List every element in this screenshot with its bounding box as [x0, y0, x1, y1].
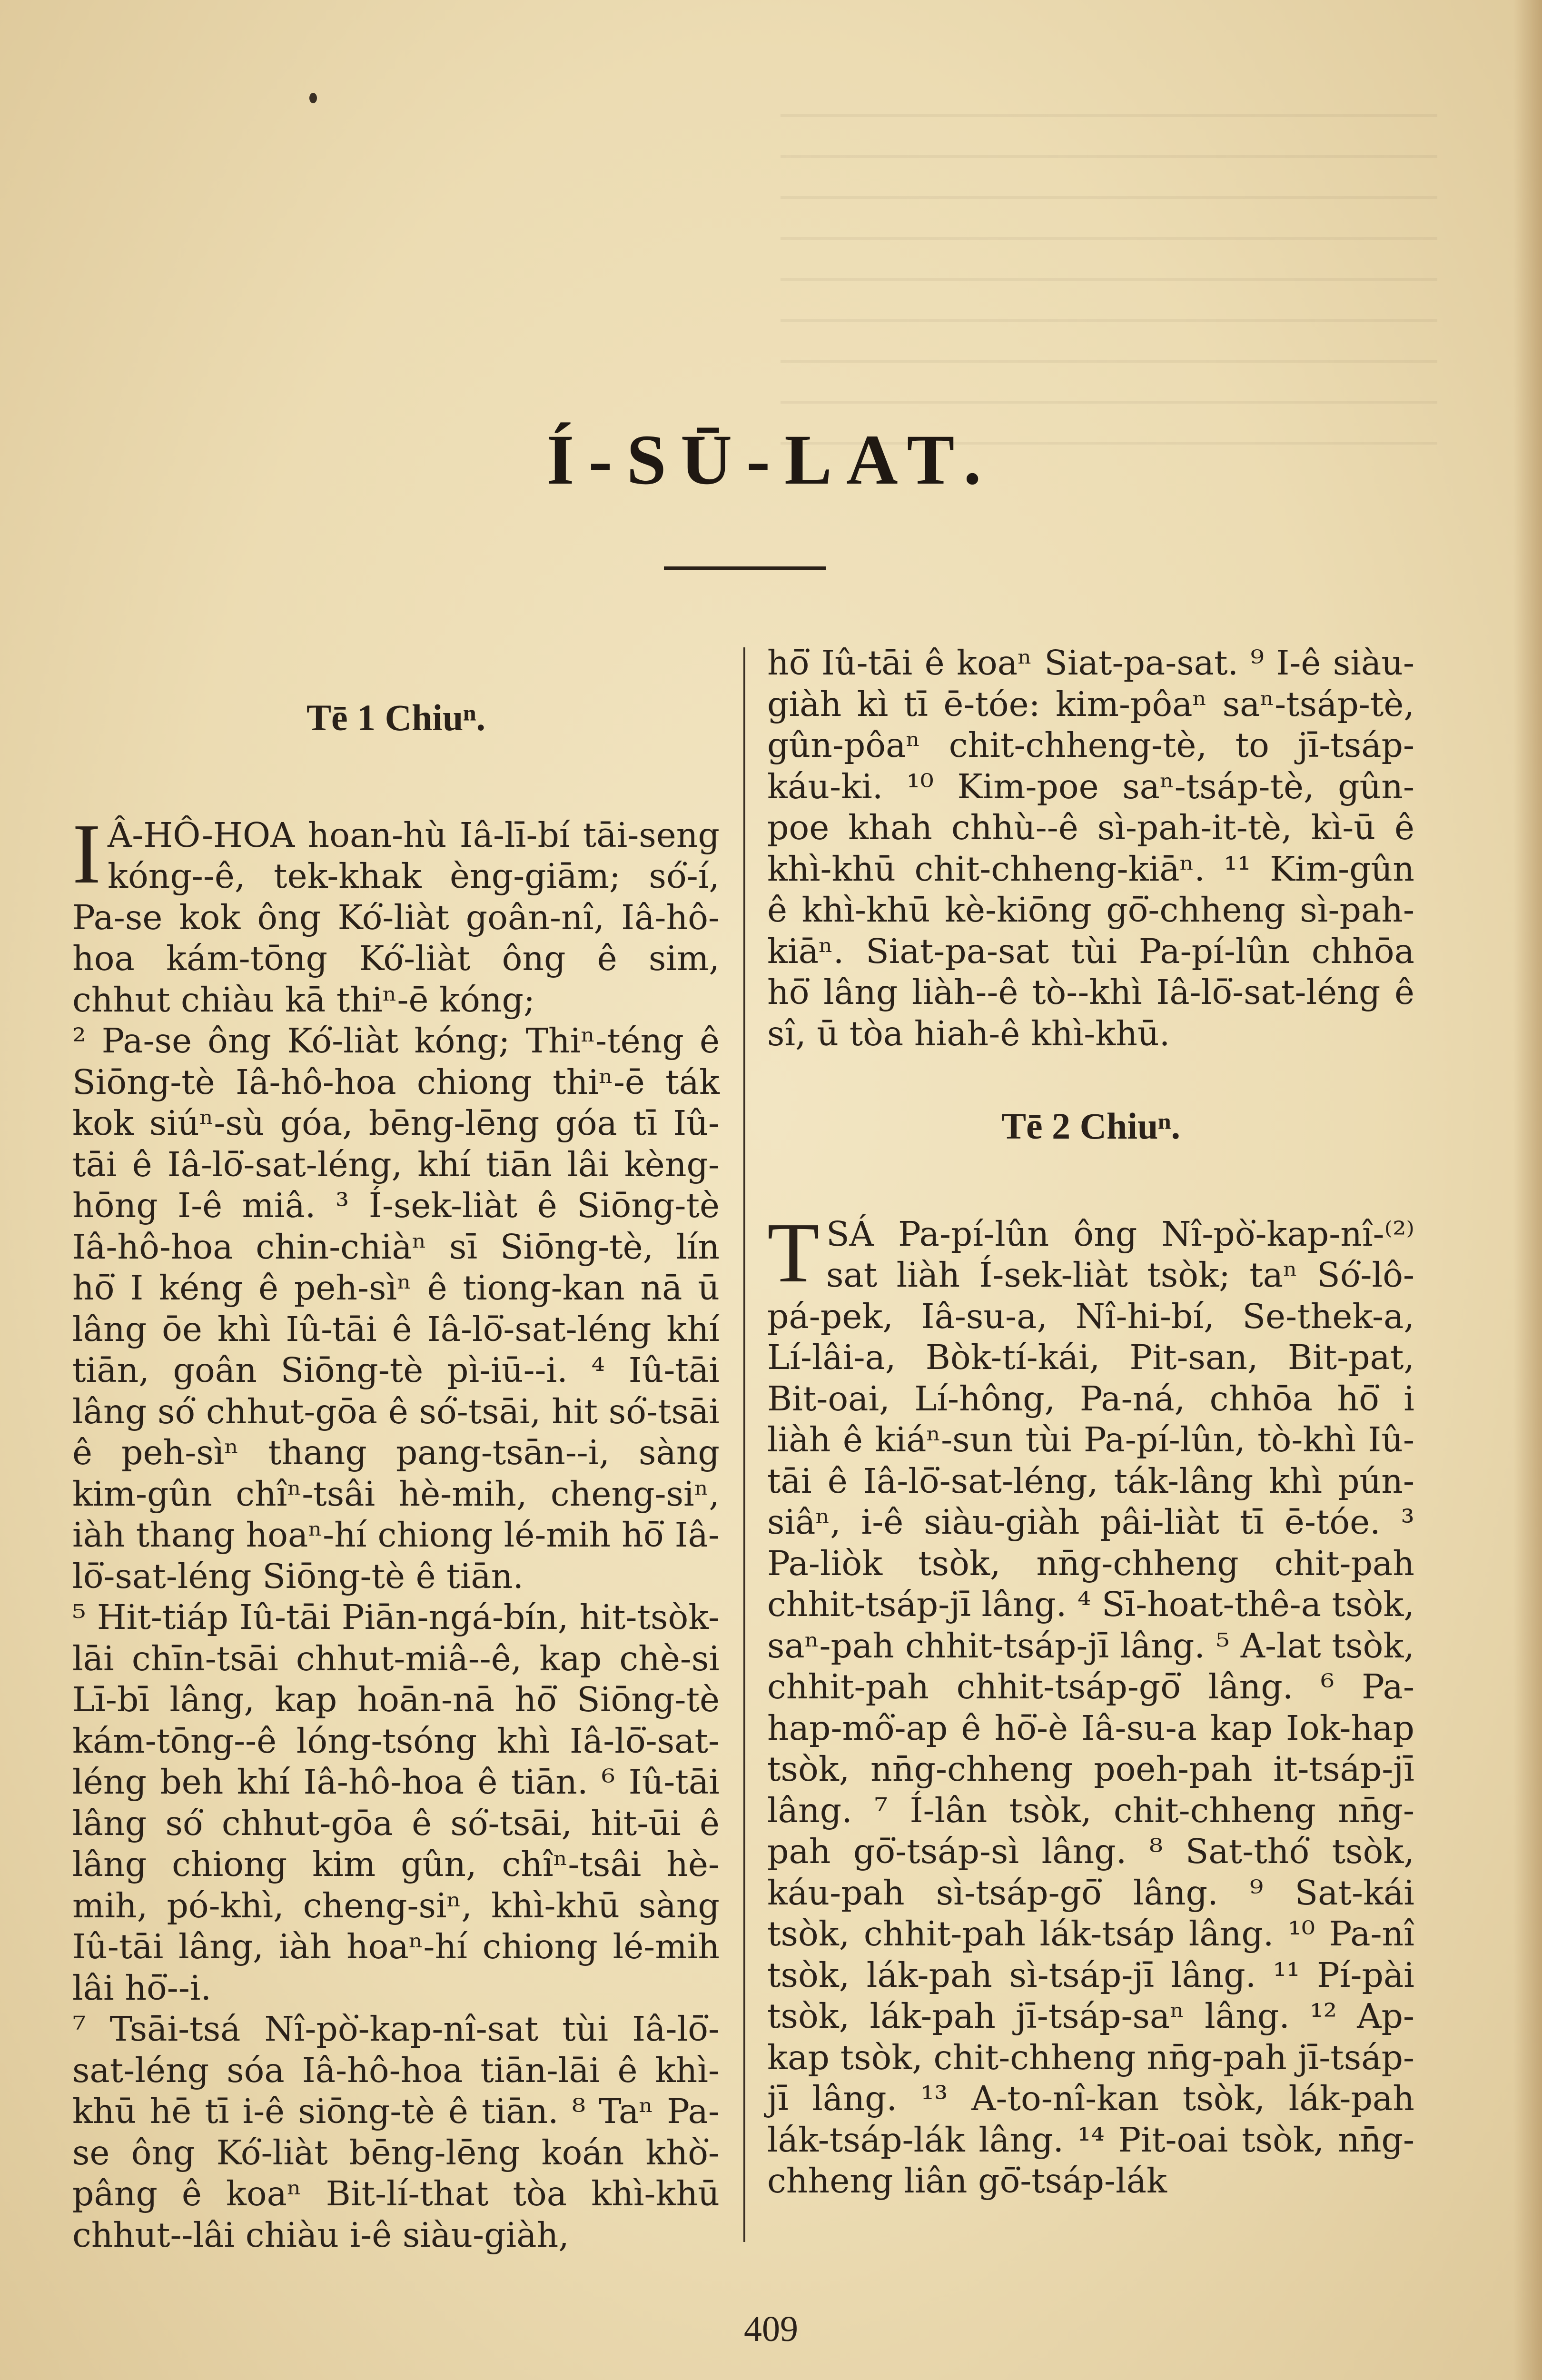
chapter-1-opening — [72, 806, 720, 1021]
chapter-heading-2: Tē 2 Chiuⁿ. — [1001, 1105, 1181, 1147]
opening-text: Â-HÔ-HOA hoan-hù Iâ-lī-bí tāi-seng kóng--ê, tek-khak èng-giām; só͘-í, Pa-se kok ông Kó͘-liàt goân-nî, Iâ-hô-hoa kám-tōng Kó͘-liàt ông ê sim, chhut chiàu kā thiⁿ-ē kóng; — [72, 815, 720, 1020]
opening-text: SÁ Pa-pí-lûn ông Nî-pò͘-kap-nî-⁽²⁾ sat liàh Í-sek-liàt tsòk; taⁿ Só͘-lô-pá-pek, Iâ-su-a, Nî-hi-bí, Se-thek-a, Lí-lâi-a, Bòk-tí-kái, Pit-san, Bit-pat, Bit-oai, Lí-hông, Pa-ná, chhōa hō͘ i liàh ê kiáⁿ-sun tùi Pa-pí-lûn, tò-khì Iû-tāi ê Iâ-lō͘-sat-léng, ták-lâng khì pún-siâⁿ, i-ê siàu-giàh pâi-liàt tī ē-tóe. ³ Pa-liòk tsòk, nn̄g-chheng chit-pah chhit-tsáp-jī lâng. ⁴ Sī-hoat-thê-a tsòk, saⁿ-pah chhit-tsáp-jī lâng. ⁵ A-lat tsòk, chhit-pah chhit-tsáp-gō͘ lâng. ⁶ Pa-hap-mô͘-ap ê hō͘-è Iâ-su-a kap Iok-hap tsòk, nn̄g-chheng poeh-pah it-tsáp-jī lâng. ⁷ Í-lân tsòk, chit-chheng nn̄g-pah gō͘-tsáp-sì lâng. ⁸ Sat-thó͘ tsòk, káu-pah sì-tsáp-gō͘ lâng. ⁹ Sat-kái tsòk, chhit-pah lák-tsáp lâng. ¹⁰ Pa-nî tsòk, lák-pah sì-tsáp-jī lâng. ¹¹ Pí-pài tsòk, lák-pah jī-tsáp-saⁿ lâng. ¹² Ap-kap tsòk, chit-chheng nn̄g-pah jī-tsáp-jī lâng. ¹³ A-to-nî-kan tsòk, lák-pah lák-tsáp-lák lâng. ¹⁴ Pit-oai tsòk, nn̄g-chheng liân gō͘-tsáp-lák — [767, 1214, 1414, 2201]
page-number: 409 — [744, 2309, 798, 2349]
verse-paragraph: ⁷ Tsāi-tsá Nî-pò͘-kap-nî-sat tùi Iâ-lō͘-sat-léng sóa Iâ-hô-hoa tiān-lāi ê khì-khū hē tī i-ê siōng-tè ê tiān. ⁸ Taⁿ Pa-se ông Kó͘-liàt bēng-lēng koán khò͘-pâng ê koaⁿ Bit-lí-that tòa khì-khū chhut--lâi chiàu i-ê siàu-giàh, — [72, 2009, 720, 2255]
left-column — [72, 643, 720, 2256]
verse-paragraph: ² Pa-se ông Kó͘-liàt kóng; Thiⁿ-téng ê Siōng-tè Iâ-hô-hoa chiong thiⁿ-ē ták kok siúⁿ-sù góa, bēng-lēng góa tī Iû-tāi ê Iâ-lō͘-sat-léng, khí tiān lâi kèng-hōng I-ê miâ. ³ Í-sek-liàt ê Siōng-tè Iâ-hô-hoa chin-chiàⁿ sī Siōng-tè, lín hō͘ I kéng ê peh-sìⁿ ê tiong-kan nā ū lâng ōe khì Iû-tāi ê Iâ-lō͘-sat-léng khí tiān, goân Siōng-tè pì-iū--i. ⁴ Iû-tāi lâng só͘ chhut-gōa ê só͘-tsāi, hit só͘-tsāi ê peh-sìⁿ thang pang-tsān--i, sàng kim-gûn chîⁿ-tsâi hè-mih, cheng-siⁿ, iàh thang hoaⁿ-hí chiong lé-mih hō͘ Iâ-lō͘-sat-léng Siōng-tè ê tiān. — [72, 1021, 720, 1596]
chapter-heading-1: Tē 1 Chiuⁿ. — [306, 697, 486, 738]
verse-paragraph: ⁵ Hit-tiáp Iû-tāi Piān-ngá-bín, hit-tsòk-lāi chīn-tsāi chhut-miâ--ê, kap chè-si Lī-bī lâng, kap hoān-nā hō͘ Siōng-tè kám-tōng--ê lóng-tsóng khì Iâ-lō͘-sat-léng beh khí Iâ-hô-hoa ê tiān. ⁶ Iû-tāi lâng só͘ chhut-gōa ê só͘-tsāi, hit-ūi ê lâng chiong kim gûn, chîⁿ-tsâi hè-mih, pó-khì, cheng-siⁿ, khì-khū sàng Iû-tāi lâng, iàh hoaⁿ-hí chiong lé-mih lâi hō͘--i. — [72, 1597, 720, 2008]
right-column — [767, 643, 1414, 2202]
drop-cap: I — [72, 806, 101, 901]
drop-cap: T — [767, 1205, 820, 1300]
title-rule — [664, 566, 826, 570]
verse-paragraph: hō͘ Iû-tāi ê koaⁿ Siat-pa-sat. ⁹ I-ê siàu-giàh kì tī ē-tóe: kim-pôaⁿ saⁿ-tsáp-tè, gûn-pôaⁿ chit-chheng-tè, to jī-tsáp-káu-ki. ¹⁰ Kim-poe saⁿ-tsáp-tè, gûn-poe khah chhù--ê sì-pah-it-tè, kì-ū ê khì-khū chit-chheng-kiāⁿ. ¹¹ Kim-gûn ê khì-khū kè-kiōng gō͘-chheng sì-pah-kiāⁿ. Siat-pa-sat tùi Pa-pí-lûn chhōa hō͘ lâng liàh--ê tò--khì Iâ-lō͘-sat-léng ê sî, ū tòa hiah-ê khì-khū. — [767, 643, 1414, 1053]
book-title: Í-SŪ-LAT. — [546, 420, 996, 499]
chapter-2-opening — [767, 1205, 1414, 2202]
column-divider — [743, 647, 745, 2242]
ink-speck — [309, 93, 317, 103]
bleed-through-texture — [781, 114, 1437, 457]
page-edge-shadow — [1513, 0, 1542, 2380]
